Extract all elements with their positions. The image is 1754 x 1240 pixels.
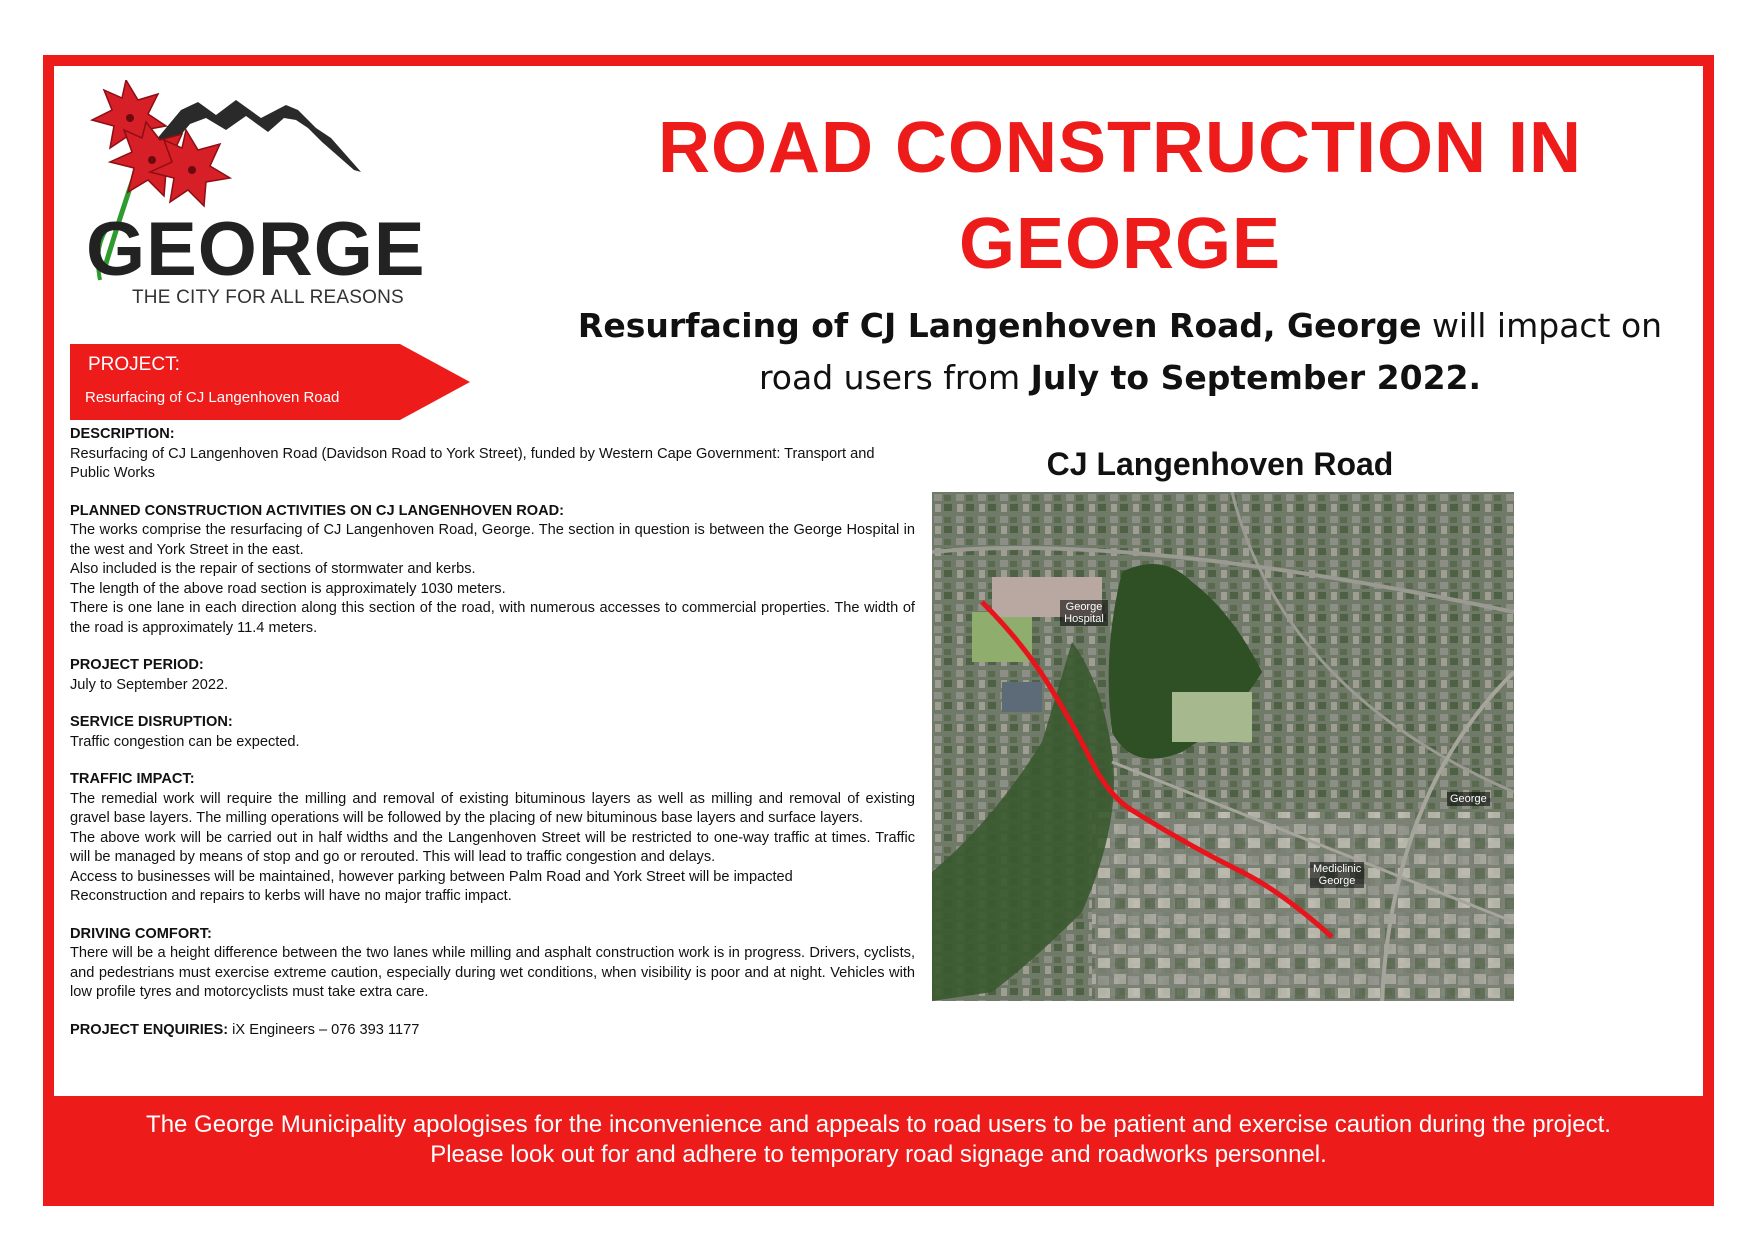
service-disruption-section [70, 713, 915, 752]
subtitle-period: July to September 2022. [1030, 358, 1482, 397]
george-logo [86, 80, 446, 310]
map-label-hospital: George Hospital [1060, 600, 1108, 626]
project-details [70, 425, 915, 1040]
project-enquiries [70, 1021, 915, 1041]
aerial-map-image [932, 492, 1514, 1001]
page-subtitle [560, 300, 1680, 404]
title-line-2: GEORGE [958, 204, 1282, 284]
driving-comfort-text: There will be a height difference between the two lanes while milling and asphalt construction work is in progress. Drivers, cyclists, and pedestrians must exercise extreme caution, especially during wet conditions, when visibility is poor and at night. Vehicles with low profile tyres and motorcyclists must take extra care. [70, 945, 915, 1000]
traffic-impact-line-4: Reconstruction and repairs to kerbs will have no major traffic impact. [70, 888, 512, 904]
project-period-heading: PROJECT PERIOD: [70, 657, 204, 673]
description-text: Resurfacing of CJ Langenhoven Road (Davidson Road to York Street), funded by Western Cape Government: Transport and Public Works [70, 445, 875, 481]
project-enquiries-heading: PROJECT ENQUIRIES: [70, 1021, 229, 1038]
project-label: PROJECT: [88, 354, 180, 375]
map-title: CJ Langenhoven Road [1046, 446, 1394, 482]
planned-activities-line-1: The works comprise the resurfacing of CJ Langenhoven Road, George. The section in question is between the George Hospital in the west and York Street in the east. [70, 522, 915, 558]
page-title [575, 100, 1665, 292]
planned-activities-line-3: The length of the above road section is approximately 1030 meters. [70, 580, 506, 597]
traffic-impact-section [70, 770, 915, 907]
planned-activities-heading: PLANNED CONSTRUCTION ACTIVITIES ON CJ LANGENHOVEN ROAD: [70, 502, 565, 519]
logo-tagline: THE CITY FOR ALL REASONS [132, 287, 404, 308]
service-disruption-text: Traffic congestion can be expected. [70, 733, 300, 750]
service-disruption-heading: SERVICE DISRUPTION: [70, 714, 233, 730]
project-banner [70, 344, 470, 420]
project-enquiries-text: iX Engineers – 076 393 1177 [228, 1021, 420, 1038]
title-line-1: ROAD CONSTRUCTION IN [658, 108, 1582, 188]
subtitle-impact-text: will impact on road users from [758, 306, 1663, 397]
aerial-map [932, 492, 1514, 1001]
footer-line-1: The George Municipality apologises for the inconvenience and appeals to road users to be patient and exercise caution during the project. [146, 1111, 1611, 1138]
footer-message [54, 1110, 1703, 1170]
planned-activities-section [70, 502, 915, 639]
planned-activities-line-4: There is one lane in each direction along this section of the road, with numerous accesses to commercial properties. The width of the road is approximately 11.4 meters. [70, 600, 915, 636]
traffic-impact-heading: TRAFFIC IMPACT: [70, 771, 195, 787]
description-section [70, 425, 915, 484]
project-period-text: July to September 2022. [70, 676, 229, 693]
driving-comfort-section [70, 925, 915, 1003]
planned-activities-line-2: Also included is the repair of sections of stormwater and kerbs. [70, 561, 476, 577]
map-label-mediclinic: Mediclinic George [1310, 862, 1364, 888]
traffic-impact-line-3: Access to businesses will be maintained, however parking between Palm Road and York Street will be impacted [70, 868, 793, 885]
driving-comfort-heading: DRIVING COMFORT: [70, 925, 212, 942]
project-period-section [70, 656, 915, 695]
traffic-impact-line-2: The above work will be carried out in half widths and the Langenhoven Street will be restricted to one-way traffic at times. Traffic will be managed by means of stop and go or rerouted. This will lead to traffic congestion and delays. [70, 829, 915, 865]
project-name: Resurfacing of CJ Langenhoven Road [85, 389, 340, 406]
map-label-george: George [1447, 792, 1490, 806]
subtitle-road-name: Resurfacing of CJ Langenhoven Road, George [577, 306, 1422, 345]
footer-line-2: Please look out for and adhere to temporary road signage and roadworks personnel. [430, 1141, 1327, 1168]
description-heading: DESCRIPTION: [70, 426, 175, 442]
logo-wordmark: GEORGE [86, 207, 426, 292]
traffic-impact-line-1: The remedial work will require the milling and removal of existing bituminous layers as well as milling and removal of existing gravel base layers. The milling operations will be followed by the placing of new bituminous base layers and surface layers. [70, 790, 915, 826]
